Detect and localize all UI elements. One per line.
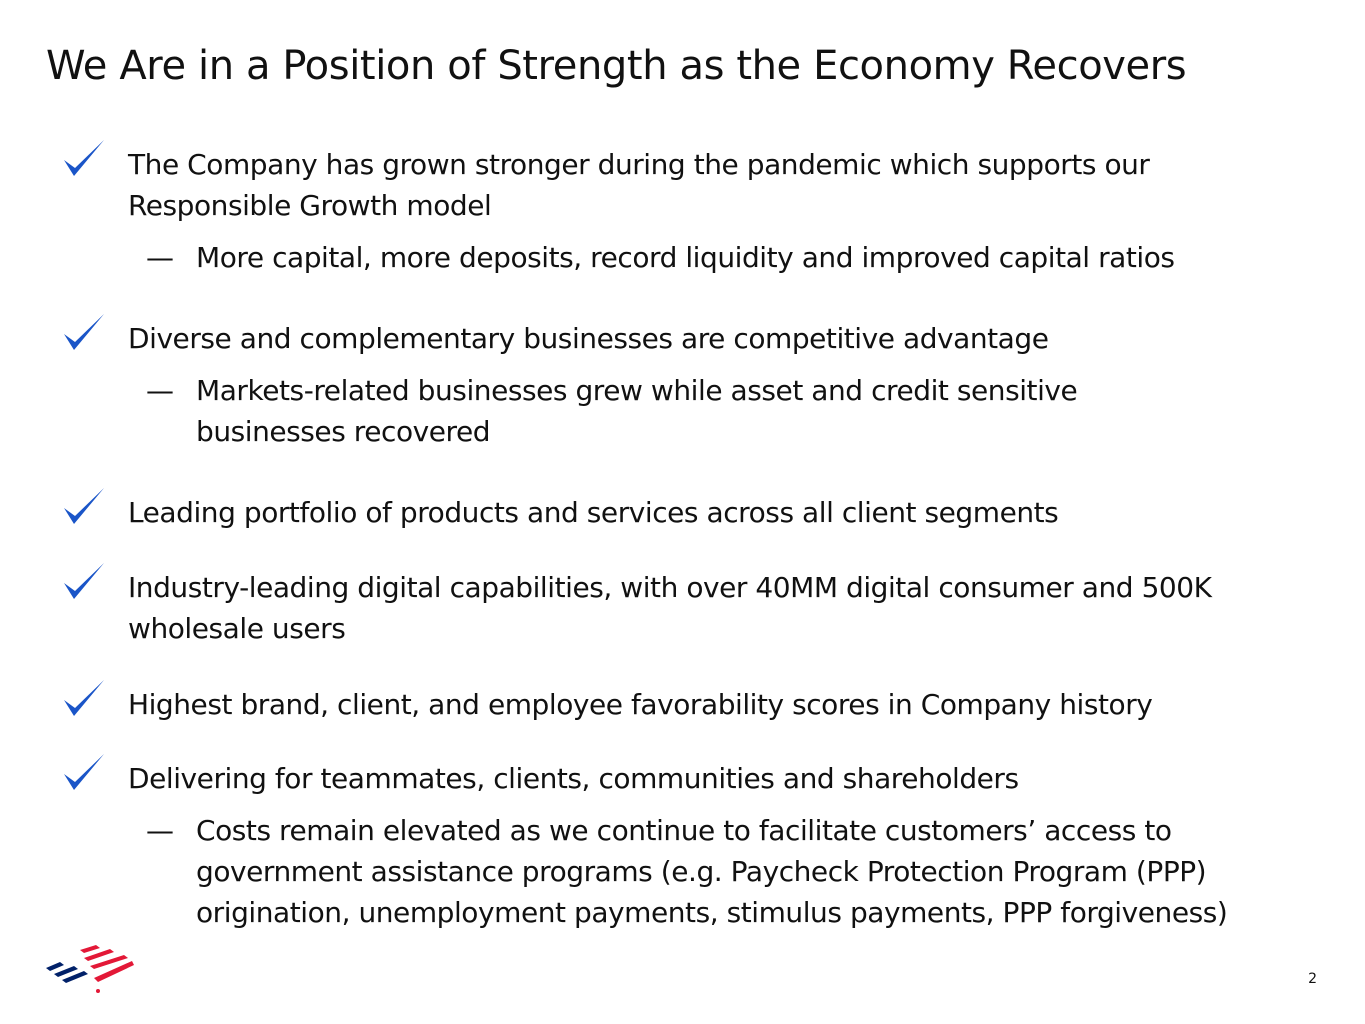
bullet-text [128,492,1058,533]
bank-flag-logo-icon [44,944,136,996]
bullet-line: Leading portfolio of products and services across all client segments [128,496,1059,529]
sub-bullet-text [196,370,1077,452]
sub-bullet-line: Costs remain elevated as we continue to facilitate customers’ access to [196,814,1172,847]
bullet-line: wholesale users [128,612,346,645]
bullet-text [128,684,1152,725]
sub-bullet-line: government assistance programs (e.g. Paycheck Protection Program (PPP) [196,855,1207,888]
bullet-text [128,567,1212,649]
sub-bullet-marker: — [146,241,174,274]
bullet-line: Highest brand, client, and employee favorability scores in Company history [128,688,1153,721]
page-number: 2 [1308,971,1317,987]
bullet-line: Industry-leading digital capabilities, with over 40MM digital consumer and 500K [128,571,1212,604]
bullet-text [128,318,1048,359]
sub-bullet-text [196,237,1175,278]
page-title: We Are in a Position of Strength as the Economy Recovers [46,43,1187,89]
checkmark-icon [60,486,108,530]
sub-bullet-text [196,810,1227,933]
checkmark-icon [60,138,108,182]
bullet-line: Diverse and complementary businesses are competitive advantage [128,322,1049,355]
bullet-line: Delivering for teammates, clients, communities and shareholders [128,762,1019,795]
bullet-line: Responsible Growth model [128,189,492,222]
sub-bullet-line: origination, unemployment payments, stimulus payments, PPP forgiveness) [196,896,1228,929]
sub-bullet-line: More capital, more deposits, record liquidity and improved capital ratios [196,241,1175,274]
checkmark-icon [60,678,108,722]
sub-bullet-marker: — [146,374,174,407]
checkmark-icon [60,312,108,356]
sub-bullet-line: businesses recovered [196,415,491,448]
checkmark-icon [60,561,108,605]
bullet-line: The Company has grown stronger during the pandemic which supports our [128,148,1150,181]
checkmark-icon [60,752,108,796]
bullet-text [128,144,1149,226]
sub-bullet-line: Markets-related businesses grew while asset and credit sensitive [196,374,1078,407]
bullet-text [128,758,1019,799]
sub-bullet-marker: — [146,814,174,847]
